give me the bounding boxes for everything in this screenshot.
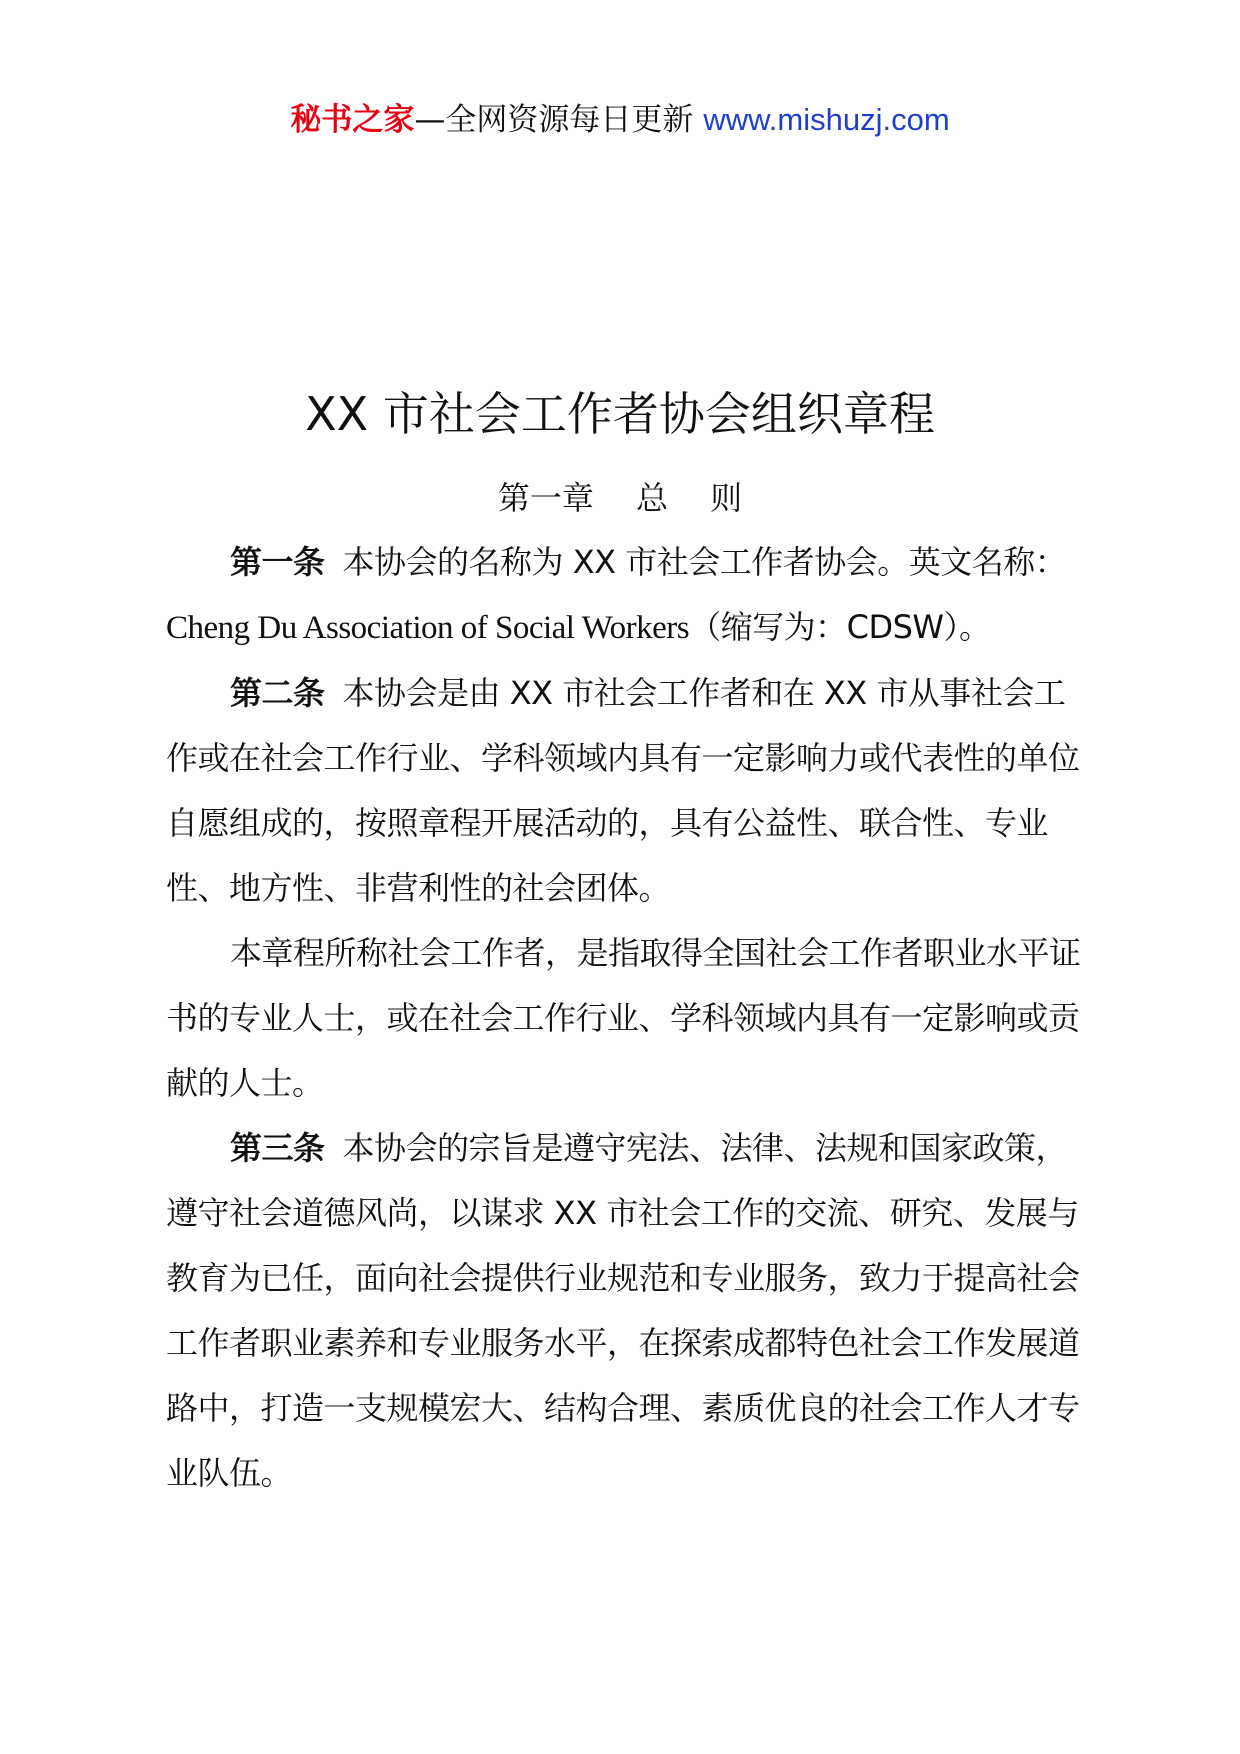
- article-2-paragraph-2: [166, 921, 1086, 1116]
- abbreviation-text: （缩写为：CDSW）。: [689, 608, 991, 646]
- article-2: [166, 661, 1086, 921]
- article-label: 第三条: [230, 1129, 325, 1167]
- header-tagline: —全网资源每日更新: [414, 102, 694, 138]
- chapter-heading: 第一章 总 则: [497, 479, 743, 517]
- article-text: 本协会是由 XX 市社会工作者和在 XX 市从事社会工作或在社会工作行业、学科领域内具有一定影响力或代表性的单位自愿组成的，按照章程开展活动的，具有公益性、联合性、专业性、地方性、非营利性的社会团体。: [166, 674, 1080, 907]
- brand-name: 秘书之家: [290, 102, 415, 138]
- article-3: [166, 1116, 1086, 1506]
- document-body: [166, 530, 1086, 1506]
- article-1: [166, 530, 1086, 661]
- article-label: 第一条: [230, 543, 325, 581]
- article-text: 本协会的宗旨是遵守宪法、法律、法规和国家政策，遵守社会道德风尚，以谋求 XX 市社会工作的交流、研究、发展与教育为已任，面向社会提供行业规范和专业服务，致力于提高社会工作者职业素养和专业服务水平，在探索成都特色社会工作发展道路中，打造一支规模宏大、结构合理、素质优良的社会工作人才专业队伍。: [166, 1129, 1080, 1492]
- article-label: 第二条: [230, 674, 325, 712]
- article-text: 本章程所称社会工作者，是指取得全国社会工作者职业水平证书的专业人士，或在社会工作行业、学科领域内具有一定影响或贡献的人士。: [166, 934, 1081, 1102]
- site-header: [0, 100, 1240, 140]
- document-title: XX 市社会工作者协会组织章程: [305, 387, 935, 441]
- article-text: 本协会的名称为 XX 市社会工作者协会。英文名称：: [342, 543, 1067, 581]
- english-name: Cheng Du Association of Social Workers: [166, 610, 690, 646]
- site-url-link[interactable]: www.mishuzj.com: [703, 102, 950, 137]
